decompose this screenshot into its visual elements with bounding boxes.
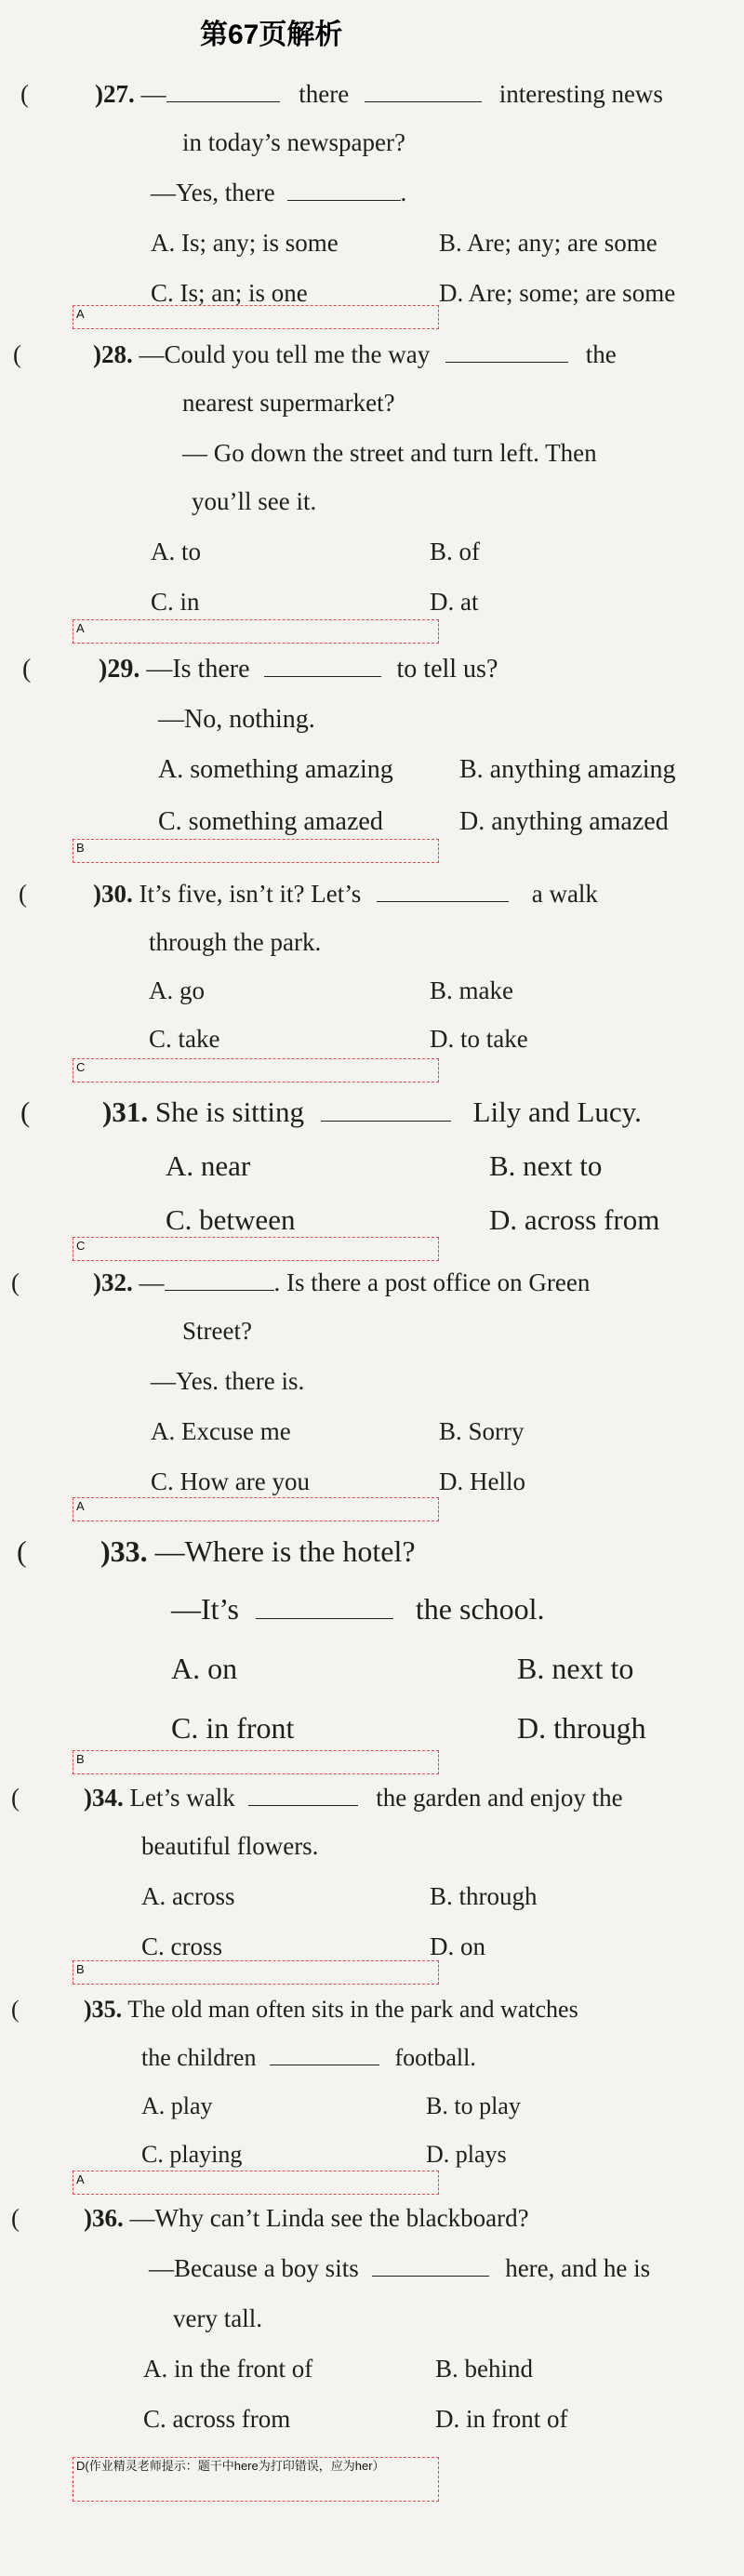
option-a: A. Is; any; is some <box>151 229 339 257</box>
stem-text: very tall. <box>173 2304 262 2332</box>
answer-box: B <box>73 1750 439 1774</box>
option-b: B. Are; any; are some <box>439 229 658 257</box>
stem-text: you’ll see it. <box>192 487 317 515</box>
stem-text: . <box>400 179 407 206</box>
answer-box: C <box>73 1237 439 1261</box>
option-b: B. anything amazing <box>459 755 676 784</box>
option-a: A. play <box>141 2092 213 2119</box>
option-b: B. of <box>430 538 480 565</box>
option-d: D. on <box>430 1932 485 1960</box>
stem-text: —Where is the hotel? <box>154 1534 416 1568</box>
option-b: B. to play <box>426 2092 521 2119</box>
option-a: A. near <box>166 1149 251 1182</box>
answer-paren: ( <box>11 2204 20 2232</box>
option-d: D. Hello <box>439 1467 525 1495</box>
option-d: D. across from <box>489 1203 660 1236</box>
answer-blank <box>372 2276 489 2277</box>
stem-text: —Because a boy sits <box>149 2254 359 2282</box>
answer-box: A <box>73 2171 439 2195</box>
option-c: C. take <box>149 1025 220 1053</box>
question-number: )27. <box>95 80 135 108</box>
answer-paren: ( <box>22 655 32 684</box>
option-c: C. Is; an; is one <box>151 279 308 307</box>
stem-text: to tell us? <box>396 655 498 684</box>
stem-text: —Yes. there is. <box>151 1367 305 1395</box>
option-a: A. go <box>149 976 205 1004</box>
question-number: )35. <box>84 1996 123 2023</box>
stem-text: The old man often sits in the park and watches <box>127 1996 578 2023</box>
stem-text: . Is there a post office on Green <box>273 1268 591 1296</box>
question-number: )36. <box>84 2204 124 2232</box>
option-c: C. in front <box>171 1711 295 1745</box>
answer-paren: ( <box>20 1095 31 1128</box>
answer-box: A <box>73 1497 439 1521</box>
option-a: A. to <box>151 538 201 565</box>
answer-blank <box>248 1805 358 1806</box>
stem-text: through the park. <box>149 928 322 956</box>
option-b: B. through <box>430 1882 538 1910</box>
option-b: B. make <box>430 976 513 1004</box>
answer-box: B <box>73 839 439 863</box>
stem-text: football. <box>394 2044 476 2071</box>
answer-box: A <box>73 619 439 644</box>
stem-text: Let’s walk <box>129 1784 235 1812</box>
option-b: B. next to <box>489 1149 603 1182</box>
option-c: C. in <box>151 588 200 616</box>
option-d: D. at <box>430 588 479 616</box>
answer-box: C <box>73 1058 439 1082</box>
stem-text: —Why can’t Linda see the blackboard? <box>129 2204 529 2232</box>
stem-text: Street? <box>182 1317 252 1345</box>
option-b: B. next to <box>517 1652 634 1685</box>
answer-box: A <box>73 305 439 329</box>
option-d: D. anything amazed <box>459 807 669 836</box>
stem-text: —No, nothing. <box>158 705 315 734</box>
option-c: C. cross <box>141 1932 222 1960</box>
answer-blank <box>445 362 568 363</box>
answer-paren: ( <box>17 1534 27 1568</box>
answer-paren: ( <box>20 80 29 108</box>
stem-text: —Yes, there <box>151 179 275 206</box>
stem-text: — Go down the street and turn left. Then <box>182 439 597 467</box>
question-number: )31. <box>102 1095 149 1128</box>
option-d: D. through <box>517 1711 646 1745</box>
answer-blank <box>377 901 509 902</box>
stem-text: It’s five, isn’t it? Let’s <box>139 880 362 908</box>
answer-paren: ( <box>13 340 21 368</box>
option-a: A. on <box>171 1652 238 1685</box>
option-d: D. plays <box>426 2141 507 2168</box>
stem-text: the school. <box>415 1592 545 1626</box>
answer-paren: ( <box>19 880 27 908</box>
answer-blank <box>365 101 482 102</box>
answer-blank <box>321 1121 451 1122</box>
stem-text: Lily and Lucy. <box>472 1095 642 1128</box>
option-b: B. Sorry <box>439 1417 525 1445</box>
answer-box: B <box>73 1960 439 1985</box>
option-d: D. to take <box>430 1025 528 1053</box>
stem-text: interesting news <box>498 80 663 108</box>
option-c: C. between <box>166 1203 296 1236</box>
option-c: C. across from <box>143 2405 291 2433</box>
option-c: C. playing <box>141 2141 243 2168</box>
answer-paren: ( <box>11 1268 20 1296</box>
stem-text: here, and he is <box>505 2254 651 2282</box>
stem-text: She is sitting <box>154 1095 305 1128</box>
answer-box: D(作业精灵老师提示：题干中here为打印错误，应为her） <box>73 2457 439 2502</box>
stem-text: — <box>140 80 166 108</box>
option-b: B. behind <box>435 2355 533 2383</box>
option-a: A. something amazing <box>158 755 393 784</box>
question-number: )34. <box>84 1784 124 1812</box>
stem-text: a walk <box>531 880 598 908</box>
answer-paren: ( <box>11 1996 20 2023</box>
question-number: )28. <box>93 340 133 368</box>
option-d: D. in front of <box>435 2405 568 2433</box>
stem-text: — <box>139 1268 165 1296</box>
question-number: )32. <box>93 1268 133 1296</box>
question-number: )29. <box>99 655 140 684</box>
page-title: 第67页解析 <box>200 20 343 50</box>
answer-blank <box>287 200 401 201</box>
answer-blank <box>256 1618 393 1619</box>
stem-text: the <box>585 340 617 368</box>
stem-text: —Could you tell me the way <box>139 340 431 368</box>
answer-blank <box>165 1290 274 1291</box>
option-a: A. Excuse me <box>151 1417 291 1445</box>
option-a: A. in the front of <box>143 2355 313 2383</box>
stem-text: there <box>299 80 350 108</box>
stem-text: beautiful flowers. <box>141 1832 319 1860</box>
option-d: D. Are; some; are some <box>439 279 676 307</box>
stem-text: —Is there <box>146 655 250 684</box>
stem-text: the garden and enjoy the <box>376 1784 623 1812</box>
question-number: )33. <box>100 1534 148 1568</box>
stem-text: in today’s newspaper? <box>182 128 405 156</box>
answer-paren: ( <box>11 1784 20 1812</box>
option-a: A. across <box>141 1882 235 1910</box>
option-c: C. How are you <box>151 1467 310 1495</box>
answer-blank <box>166 101 280 102</box>
question-number: )30. <box>93 880 133 908</box>
stem-text: nearest supermarket? <box>182 389 395 417</box>
option-c: C. something amazed <box>158 807 383 836</box>
stem-text: the children <box>141 2044 257 2071</box>
answer-blank <box>264 676 381 677</box>
stem-text: —It’s <box>171 1592 239 1626</box>
